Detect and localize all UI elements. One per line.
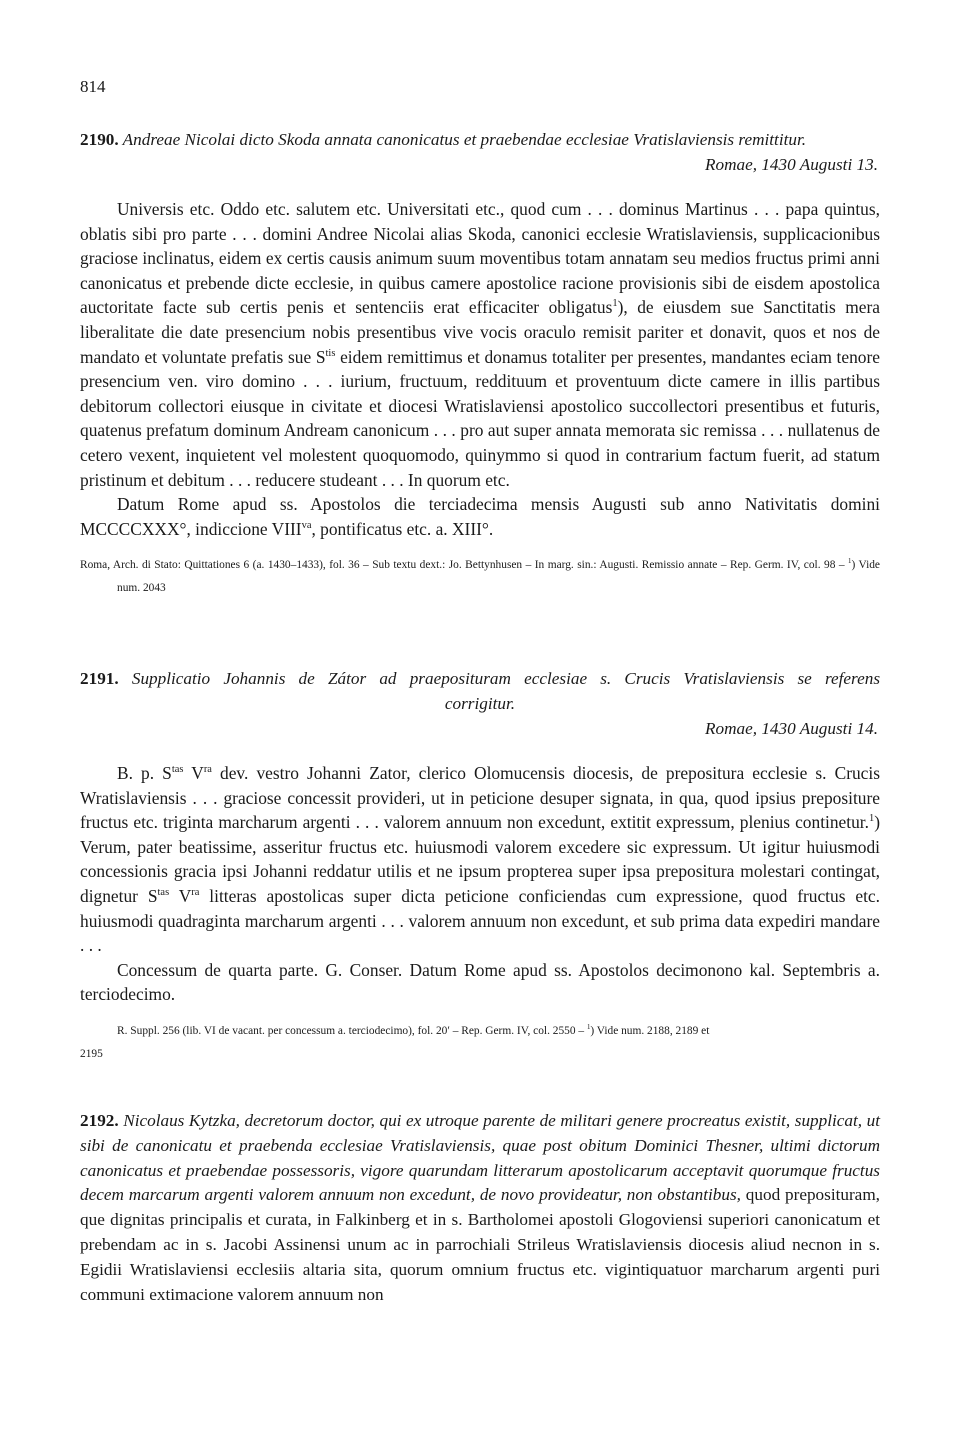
entry-footnote: R. Suppl. 256 (lib. VI de vacant. per concessum a. terciodecimo), fol. 20′ – Rep. Germ. IV, col. 2550 – $^1$) Vide num. 2188, 2189 et 2195	[80, 1024, 710, 1060]
body-paragraph: Concessum de quarta parte. G. Conser. Datum Rome apud ss. Apostolos decimonono kal. Septembris a. terciodecimo.	[80, 959, 880, 1005]
entry-date: Romae, 1430 Augusti 13.	[705, 155, 878, 174]
body-paragraph: Universis etc. Oddo etc. salutem etc. Universitati etc., quod cum . . . dominus Martinus . . . papa quintus, oblatis sibi pro parte . . . domini Andree Nicolai alias Skoda, canonici ecclesie Wratislaviensis, supplicacionibus graciose inclinatus, eidem ex certis causis animum suum moventibus totam annatam seu medios fructus primi anni canonicatus et prebende dicte ecclesie, in quibus camere apostolice racione provisionis sibi de eisdem apostolica auctoritate facte sub certis penis et sentenciis erat efficaciter obligatus$^1$), de eiusdem sue Sanctitatis mera liberalitate die date presencium nobis presentibus vive vocis oraculo remisit pariter et donavit, quos et nos de mandato et voluntate prefatis sue $S^{tis}$ eidem remittimus et donamus totaliter per presentes, mandantes eciam tenore presencium ven. viro domino . . . iurium, fructuum, reddituum et proventuum dicte camere in illis partibus debitorum collectori eiusque in civitate et diocesi Wratislaviensi apostolico succollectori presentibus et futuris, quatenus prefatum dominum Andream canonicum . . . pro aut super annata memorata sic remissa . . . nullatenus de cetero vexent, inquietent vel molestent quoquomodo, quinymmo si quod in contrarium factum fuerit, ad statum pristinum et debitum . . . reducere studeant . . . In quorum etc.	[80, 199, 881, 490]
entry-number: 2192.	[80, 1111, 119, 1130]
entry-footnote: Roma, Arch. di Stato: Quittationes 6 (a. 1430–1433), fol. 36 – Sub textu dext.: Jo. Bettynhusen – In marg. sin.: Augusti. Remissio annate – Rep. Germ. IV, col. 98 – $^1$) Vide num. 2043	[80, 558, 880, 595]
entry-date: Romae, 1430 Augusti 14.	[705, 719, 878, 738]
body-paragraph: B. p. $S^{tas}$ $V^{ra}$ dev. vestro Johanni Zator, clerico Olomucensis diocesis, de prepositura ecclesie s. Crucis Wratislaviensis . . . graciose concessit provideri, ut in peticione desuper signata, in qua, quod ipsius prepositure fructus etc. triginta marcharum argenti . . . valorem annuum non excedunt, extitit expressum, plenius continetur.$^1$) Verum, pater beatissime, asseritur fructus etc. huiusmodi valorem excedere sic expressum. Ut igitur huiusmodi concessionis gracia ipsi Johanni reddatur utilis et ne ipsum propterea super ipsa prepositura molestari contingat, dignetur $S^{tas}$ $V^{ra}$ litteras apostolicas super dicta peticione conficiendas cum expressione, quod fructus etc. huiusmodi quadraginta marcharum argenti . . . valorem annuum non excedunt, et sub prima data expediri mandare . . .	[80, 763, 880, 956]
entry-2190	[80, 127, 880, 600]
entry-2191	[80, 666, 880, 1066]
entry-summary: Nicolaus Kytzka, decretorum doctor, qui ex utroque parente de militari genere procreatus existit, supplicat, ut sibi de canonicatu et praebenda ecclesiae Vratislaviensis, quae post obitum Dominici Thesner, ultimi dictorum canonicatus et praebendae possessoris, vigore quarundam litterarum apostolicarum acceptavit quorumque fructus decem marcarum argenti valorem annuum non excedunt, de novo provideatur, non obstantibus,	[80, 1111, 881, 1205]
entry-body: quod preposituram, que dignitas principalis et curata, in Falkinberg et in s. Bartholomei apostoli Glogoviensi superiori canonicatum et prebendam ac in s. Jacobi Assinensi unum ac in parrochiali Strileus Wratislaviensis diocesis aliud necnon in s. Egidii Wratislaviensi ecclesiis altaria sita, quorum omnium fructus etc. vigintiquatuor marcharum argenti puri communi extimacione valorem annuum non	[80, 1185, 880, 1304]
body-paragraph: Datum Rome apud ss. Apostolos die terciadecima mensis Augusti sub anno Nativitatis domini MCCCCXXX°, indiccione $VIII^{va}$, pontificatus etc. a. XIII°.	[80, 494, 880, 539]
entry-body	[80, 197, 880, 541]
entry-summary: Andreae Nicolai dicto Skoda annata canonicatus et praebendae ecclesiae Vratislaviensis remittitur.	[122, 130, 807, 149]
entry-title	[80, 666, 880, 691]
entry-number: 2190.	[80, 130, 119, 149]
entry-summary: Supplicatio Johannis de Zátor ad praeposituram ecclesiae s. Crucis Vratislaviensis se referens	[131, 669, 881, 688]
entry-2192	[80, 1109, 880, 1307]
entry-number: 2191.	[80, 669, 119, 688]
page-number: 814	[80, 77, 106, 96]
entry-title	[80, 1109, 880, 1307]
entry-title	[80, 127, 880, 152]
entry-body	[80, 761, 880, 1007]
entry-title-continued: corrigitur.	[444, 694, 516, 713]
